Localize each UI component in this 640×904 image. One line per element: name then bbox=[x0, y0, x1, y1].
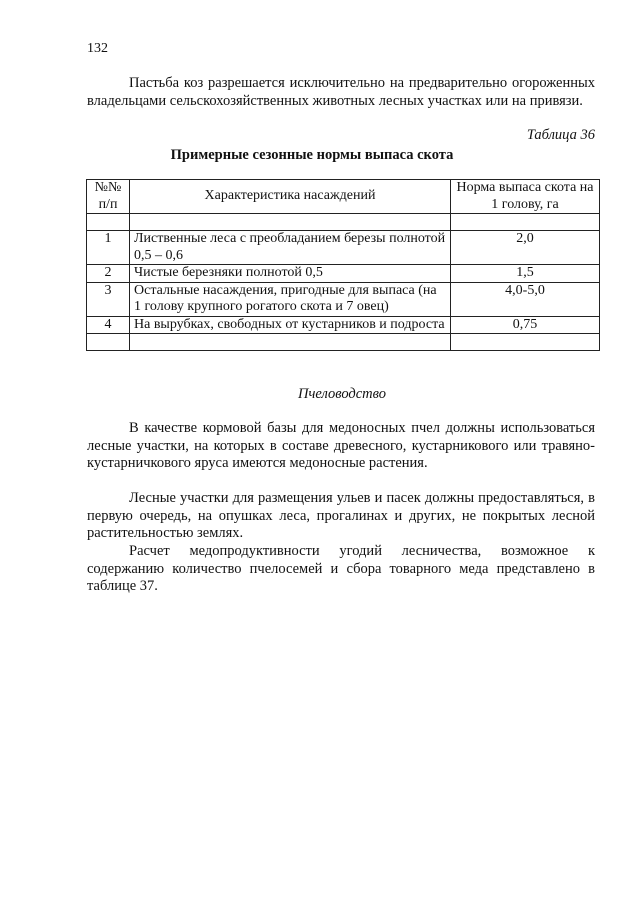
row-norm: 1,5 bbox=[451, 265, 600, 283]
row-characteristic: Лиственные леса с преобладанием березы полнотой 0,5 – 0,6 bbox=[130, 231, 451, 265]
spacer-cell bbox=[130, 334, 451, 351]
table-header-row bbox=[87, 180, 600, 214]
table-caption: Таблица 36 bbox=[526, 127, 595, 143]
spacer-cell bbox=[87, 214, 130, 231]
table-row bbox=[87, 265, 600, 283]
row-norm: 0,75 bbox=[451, 316, 600, 334]
table-spacer-row bbox=[87, 334, 600, 351]
table-row bbox=[87, 316, 600, 334]
section-title-beekeeping: Пчеловодство bbox=[298, 386, 386, 402]
row-num: 1 bbox=[87, 231, 130, 265]
beekeeping-paragraph: Лесные участки для размещения ульев и пасек должны предоставляться, в первую очередь, на опушках леса, прогалинах и других, не покрытых лесной растительностью землях. bbox=[87, 490, 595, 541]
header-norm: Норма выпаса скота на 1 голову, га bbox=[451, 180, 600, 214]
spacer-cell bbox=[130, 214, 451, 231]
beekeeping-paragraph: Расчет медопродуктивности угодий лесничества, возможное к содержанию количество пчелосемей и сбора товарного меда представлено в таблице 37. bbox=[87, 543, 595, 594]
row-norm: 2,0 bbox=[451, 231, 600, 265]
header-num: №№ п/п bbox=[87, 180, 130, 214]
table-row bbox=[87, 282, 600, 316]
table-spacer-row bbox=[87, 214, 600, 231]
table-row bbox=[87, 231, 600, 265]
spacer-cell bbox=[451, 214, 600, 231]
row-characteristic: Остальные насаждения, пригодные для выпаса (на 1 голову крупного рогатого скота и 7 овец) bbox=[130, 282, 451, 316]
row-num: 3 bbox=[87, 282, 130, 316]
row-norm: 4,0-5,0 bbox=[451, 282, 600, 316]
grazing-norms-table bbox=[86, 179, 600, 351]
row-num: 2 bbox=[87, 265, 130, 283]
spacer-cell bbox=[87, 334, 130, 351]
row-characteristic: Чистые березняки полнотой 0,5 bbox=[130, 265, 451, 283]
page-number: 132 bbox=[87, 41, 108, 56]
row-num: 4 bbox=[87, 316, 130, 334]
intro-paragraph: Пастьба коз разрешается исключительно на предварительно огороженных владельцами сельскохозяйственных животных лесных участках или на привязи. bbox=[87, 75, 595, 109]
header-characteristic: Характеристика насаждений bbox=[130, 180, 451, 214]
spacer-cell bbox=[451, 334, 600, 351]
beekeeping-paragraph: В качестве кормовой базы для медоносных пчел должны использоваться лесные участки, на которых в составе древесного, кустарникового или травяно-кустарничкового яруса имеются медоносные растения. bbox=[87, 420, 595, 471]
row-characteristic: На вырубках, свободных от кустарников и подроста bbox=[130, 316, 451, 334]
table-title: Примерные сезонные нормы выпаса скота bbox=[170, 147, 454, 163]
